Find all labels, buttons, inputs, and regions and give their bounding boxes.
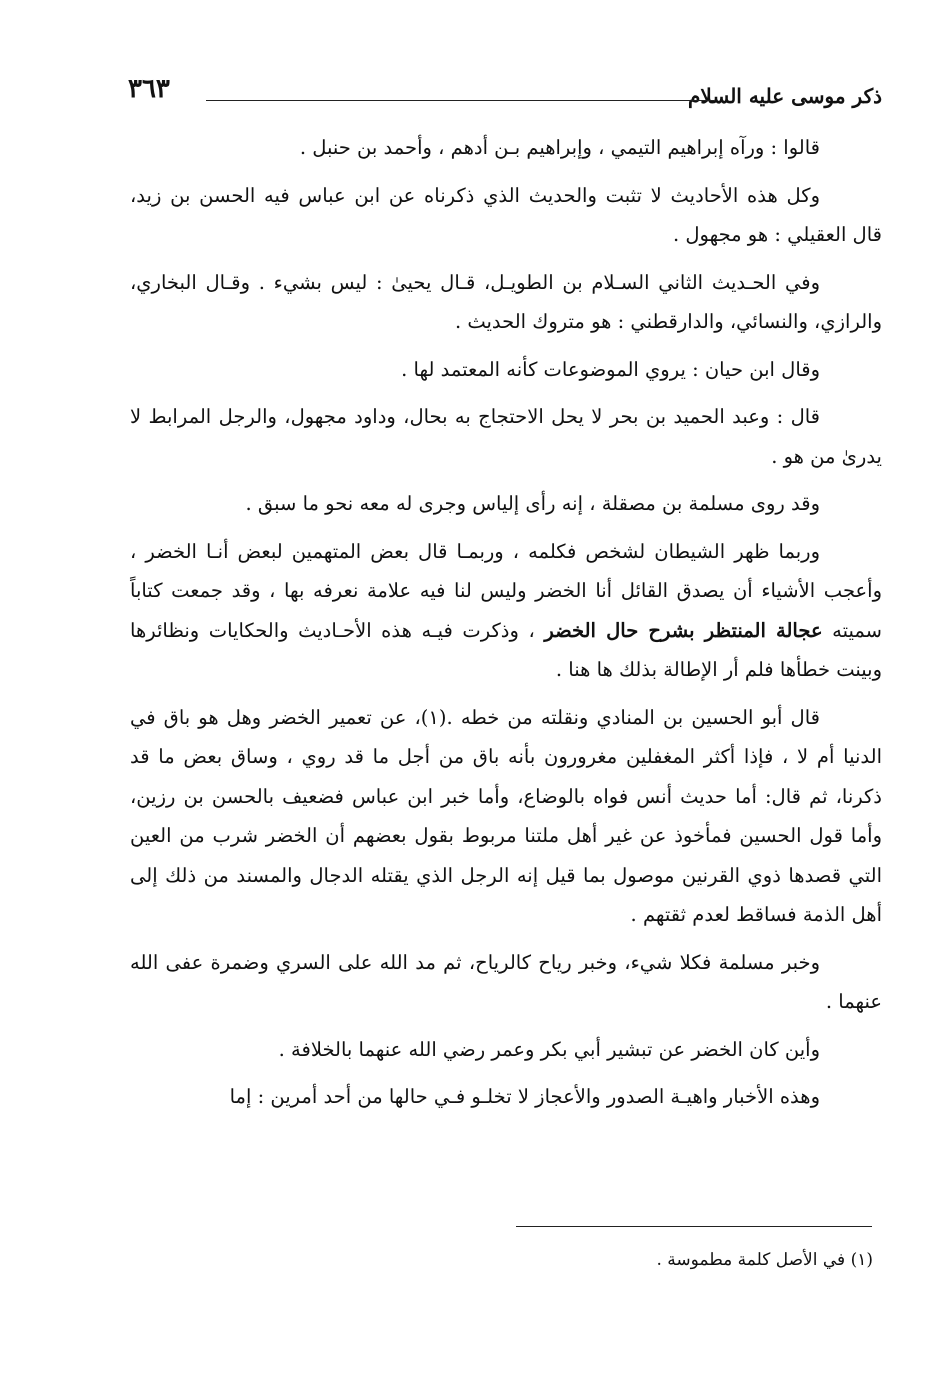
paragraph-1: قالوا : ورآه إبراهيم التيمي ، وإبراهيم بـن أدهم ، وأحمد بن حنبل . xyxy=(299,136,820,159)
paragraph-2: وكل هذه الأحاديث لا تثبت والحديث الذي ذكرناه عن ابن عباس فيه الحسن بن زيد، قال العقيلي : هو مجهول . xyxy=(130,183,882,246)
body-text xyxy=(130,128,882,1125)
paragraph-3: وفي الحـديث الثاني السـلام بن الطويـل، قـال يحيىٰ : ليس بشيء . وقـال البخاري، والرازي، والنسائي، والدارقطني : هو متروك الحديث . xyxy=(130,270,882,333)
footnote-rule xyxy=(516,1226,872,1227)
paragraph-8: قال أبو الحسين بن المنادي ونقلته من خطه .(١)، عن تعمير الخضر وهل هو باق في الدنيا أم لا ، فإذا أكثر المغفلين مغرورون بأنه باق من أجل ما قد روي ، وساق بعض ما قد ذكرنا، ثم قال: أما حديث أنس فواه بالوضاع، وأما خبر ابن عباس فضعيف بالحسن بن رزين، وأما قول الحسين فمأخوذ عن غير أهل ملتنا مربوط بقول بعضهم أن الخضر شرب من العين التي قصدها ذوي القرنين موصول بما قيل إنه الرجل الذي يقتله الدجال والمسند من ذلك إلى أهل الذمة فساقط لعدم ثقتهم . xyxy=(130,705,882,926)
page-number: ٣٦٣ xyxy=(128,74,170,104)
chapter-title: ذكر موسى عليه السلام xyxy=(688,84,882,108)
paragraph-11: وهذه الأخبار واهيـة الصدور والأعجاز لا تخلـو فـي حالها من أحد أمرين : إما xyxy=(229,1085,820,1108)
paragraph-4: وقال ابن حيان : يروي الموضوعات كأنه المعتمد لها . xyxy=(401,357,820,381)
paragraph-9: وخبر مسلمة فكلا شيء، وخبر رياح كالرياح، ثم مد الله على السري وضمرة عفى الله عنهما . xyxy=(130,950,882,1013)
header-rule xyxy=(206,100,714,101)
paragraph-6: وقد روى مسلمة بن مصقلة ، إنه رأى إلياس وجرى له معه نحو ما سبق . xyxy=(245,492,820,515)
page-header xyxy=(128,70,882,118)
paragraph-10: وأين كان الخضر عن تبشير أبي بكر وعمر رضي الله عنهما بالخلافة . xyxy=(278,1037,820,1061)
footnote: (١) في الأصل كلمة مطموسة . xyxy=(656,1250,873,1270)
paragraph-5: قال : وعبد الحميد بن بحر لا يحل الاحتجاج به بحال، وداود مجهول، والرجل المرابط لا يدرىٰ من هو . xyxy=(130,405,882,468)
paragraph-7: وربما ظهر الشيطان لشخص فكلمه ، وربمـا قال بعض المتهمين لبعض أنـا الخضر ، وأعجب الأشياء أن يصدق القائل أنا الخضر وليس لنا فيه علامة نعرفه بها ، وقد جمعت كتاباً سميته عجالة المنتظر بشرح حال الخضر ، وذكرت فيـه هذه الأحـاديث والحكايات ونظائرها وبينت خطأها فلم أر الإطالة بذلك ها هنا . xyxy=(130,539,882,681)
book-title-bold: عجالة المنتظر بشرح حال الخضر xyxy=(544,618,823,642)
